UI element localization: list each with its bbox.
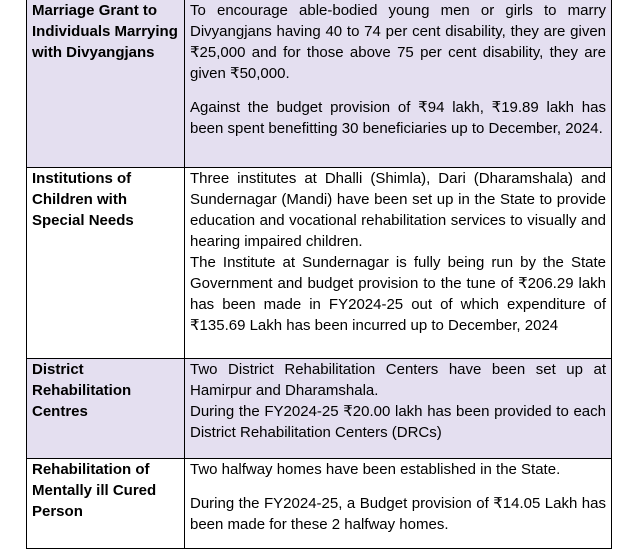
- row-heading: Marriage Grant to Individuals Marrying with Divyangjans: [27, 0, 185, 168]
- description-paragraph: Against the budget provision of ₹94 lakh, ₹19.89 lakh has been spent benefitting 30 beneficiaries up to December, 2024.: [190, 99, 606, 137]
- description-paragraph: The Institute at Sundernagar is fully being run by the State Government and budget provision to the tune of ₹206.29 lakh has been made in FY2024-25 out of which expenditure of ₹135.69 Lakh has been incurred up to December, 2024: [190, 254, 606, 334]
- row-heading: District Rehabilitation Centres: [27, 359, 185, 459]
- schemes-table: [26, 0, 612, 549]
- row-heading: Institutions of Children with Special Needs: [27, 168, 185, 359]
- table-row-marriage-grant: [27, 0, 612, 168]
- row-description: [185, 359, 612, 459]
- description-paragraph: During the FY2024-25 ₹20.00 lakh has been provided to each District Rehabilitation Centers (DRCs): [190, 403, 606, 441]
- row-description: [185, 459, 612, 549]
- row-heading: Rehabilitation of Mentally ill Cured Person: [27, 459, 185, 549]
- table-row-special-needs-institutions: [27, 168, 612, 359]
- row-description: [185, 0, 612, 168]
- row-description: [185, 168, 612, 359]
- description-paragraph: To encourage able-bodied young men or girls to marry Divyangjans having 40 to 74 per cent disability, they are given ₹25,000 and for those above 75 per cent disability, they are given ₹50,000.: [190, 2, 606, 82]
- description-paragraph: Two halfway homes have been established in the State.: [190, 461, 561, 478]
- description-paragraph: Two District Rehabilitation Centers have been set up at Hamirpur and Dharamshala.: [190, 361, 606, 399]
- description-paragraph: During the FY2024-25, a Budget provision of ₹14.05 Lakh has been made for these 2 halfway homes.: [190, 495, 606, 533]
- table-row-district-rehabilitation: [27, 359, 612, 459]
- description-paragraph: Three institutes at Dhalli (Shimla), Dari (Dharamshala) and Sundernagar (Mandi) have been set up in the State to provide education and vocational rehabilitation services to visually and hearing impaired children.: [190, 170, 606, 250]
- table-row-mentally-ill-rehabilitation: [27, 459, 612, 549]
